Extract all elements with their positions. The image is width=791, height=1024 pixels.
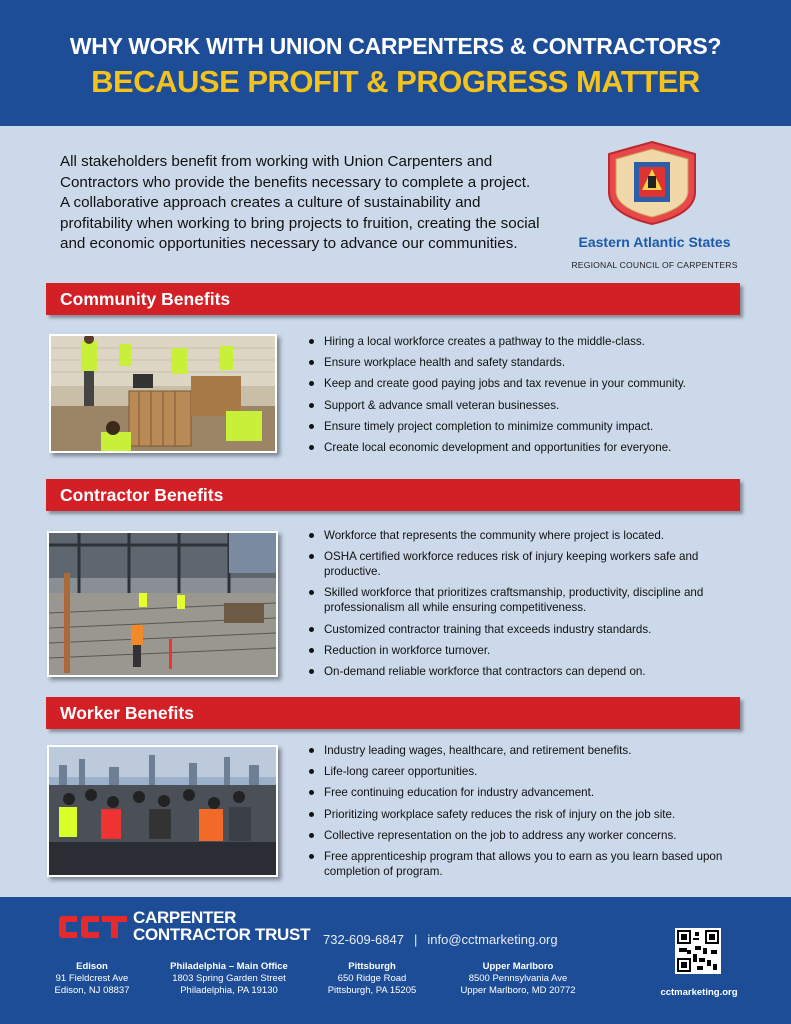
list-item <box>307 440 747 455</box>
list-item-text: Prioritizing workplace safety reduces the risk of injury on the job site. <box>324 807 676 821</box>
list-item <box>307 622 747 637</box>
section-title: Contractor Benefits <box>60 485 224 505</box>
worker-benefits-list <box>307 743 747 885</box>
community-benefits-list <box>307 334 747 461</box>
bullet-icon <box>309 769 314 774</box>
list-item <box>307 785 747 800</box>
page-footer <box>0 897 791 1024</box>
office-address-line-2: Edison, NJ 08837 <box>54 985 130 996</box>
list-item <box>307 807 747 822</box>
list-item-text: Ensure timely project completion to minimize community impact. <box>324 419 654 433</box>
list-item <box>307 849 747 879</box>
bullet-icon <box>309 424 314 429</box>
contact-info <box>323 932 558 947</box>
list-item <box>307 549 747 579</box>
contact-separator: | <box>413 932 418 947</box>
list-item <box>307 419 747 434</box>
logo-line-1: Eastern Atlantic States <box>578 234 731 250</box>
office-address-line-1: 650 Ridge Road <box>337 973 407 984</box>
office-address-line-2: Upper Marlboro, MD 20772 <box>460 985 576 996</box>
intro-paragraph: All stakeholders benefit from working with Union Carpenters and Contractors who provide the benefits necessary to complete a project. A collaborative approach creates a culture of sustainability and profitability when working to bring projects to fruition, creating the social and economic opportunities necessary to advance our communities. <box>60 153 540 252</box>
cct-brand-name <box>133 909 310 943</box>
list-item <box>307 355 747 370</box>
list-item-text: Customized contractor training that exceeds industry standards. <box>324 622 652 636</box>
list-item-text: Industry leading wages, healthcare, and retirement benefits. <box>324 744 632 757</box>
bullet-icon <box>309 381 314 386</box>
page-title: WHY WORK WITH UNION CARPENTERS & CONTRACTORS? <box>69 33 722 59</box>
worker-photo <box>47 745 278 877</box>
office-philadelphia <box>155 961 303 997</box>
bullet-icon <box>309 854 314 859</box>
list-item <box>307 643 747 658</box>
office-name: Philadelphia – Main Office <box>170 961 288 972</box>
bullet-icon <box>309 533 314 538</box>
list-item-text: Reduction in workforce turnover. <box>324 643 491 657</box>
office-address-line-1: 8500 Pennsylvania Ave <box>468 973 568 984</box>
website-link[interactable]: cctmarketing.org <box>660 987 738 998</box>
section-banner-worker <box>46 697 740 729</box>
list-item-text: Ensure workplace health and safety standards. <box>324 356 566 370</box>
logo-line-2: REGIONAL COUNCIL OF CARPENTERS <box>571 260 738 270</box>
list-item-text: Life-long career opportunities. <box>324 765 478 779</box>
office-address-line-1: 1803 Spring Garden Street <box>172 973 286 984</box>
office-name: Pittsburgh <box>348 961 396 972</box>
list-item-text: Keep and create good paying jobs and tax revenue in your community. <box>324 377 686 391</box>
office-address-line-2: Philadelphia, PA 19130 <box>180 985 278 996</box>
contractor-photo <box>47 531 278 677</box>
section-title: Community Benefits <box>60 289 231 309</box>
bullet-icon <box>309 748 314 753</box>
bullet-icon <box>309 627 314 632</box>
office-name: Upper Marlboro <box>482 961 554 972</box>
bullet-icon <box>309 833 314 838</box>
bullet-icon <box>309 554 314 559</box>
bullet-icon <box>309 812 314 817</box>
phone-number[interactable]: 732-609-6847 <box>323 932 404 947</box>
office-pittsburgh <box>318 961 426 997</box>
email-link[interactable]: info@cctmarketing.org <box>427 932 558 947</box>
cct-logo-icon <box>57 912 129 942</box>
list-item-text: OSHA certified workforce reduces risk of injury keeping workers safe and productive. <box>324 550 699 579</box>
community-photo <box>49 334 277 453</box>
bullet-icon <box>309 648 314 653</box>
list-item-text: On-demand reliable workforce that contractors can depend on. <box>324 664 646 678</box>
list-item-text: Create local economic development and opportunities for everyone. <box>324 440 672 454</box>
page-subtitle: BECAUSE PROFIT & PROGRESS MATTER <box>91 64 700 99</box>
list-item <box>307 764 747 779</box>
list-item <box>307 664 747 679</box>
brand-line-1: CARPENTER <box>133 908 237 927</box>
brand-line-2: CONTRACTOR TRUST <box>133 925 311 944</box>
office-address-line-1: 91 Fieldcrest Ave <box>55 973 129 984</box>
list-item <box>307 398 747 413</box>
list-item-text: Collective representation on the job to address any worker concerns. <box>324 828 677 842</box>
office-address-line-2: Pittsburgh, PA 15205 <box>327 985 417 996</box>
contractor-benefits-list <box>307 528 747 685</box>
list-item-text: Free continuing education for industry advancement. <box>324 786 595 800</box>
section-banner-contractor <box>46 479 740 511</box>
union-seal-icon <box>603 140 701 226</box>
bullet-icon <box>309 669 314 674</box>
list-item-text: Support & advance small veteran businesses. <box>324 398 560 412</box>
union-logo <box>562 140 747 275</box>
list-item <box>307 743 747 758</box>
qr-code-icon[interactable] <box>675 928 721 974</box>
list-item <box>307 376 747 391</box>
list-item-text: Workforce that represents the community where project is located. <box>324 529 665 542</box>
list-item-text: Skilled workforce that prioritizes craftsmanship, productivity, discipline and professionalism all while ensuring competitiveness. <box>324 586 704 615</box>
section-banner-community <box>46 283 740 315</box>
list-item-text: Free apprenticeship program that allows you to earn as you learn based upon completion of program. <box>324 849 723 878</box>
list-item-text: Hiring a local workforce creates a pathway to the middle-class. <box>324 335 645 348</box>
bullet-icon <box>309 590 314 595</box>
list-item <box>307 585 747 615</box>
section-title: Worker Benefits <box>60 703 194 723</box>
bullet-icon <box>309 360 314 365</box>
list-item <box>307 828 747 843</box>
office-name: Edison <box>76 961 108 972</box>
bullet-icon <box>309 339 314 344</box>
office-upper-marlboro <box>446 961 590 997</box>
page-header <box>0 0 791 126</box>
list-item <box>307 334 747 349</box>
bullet-icon <box>309 790 314 795</box>
list-item <box>307 528 747 543</box>
bullet-icon <box>309 445 314 450</box>
office-edison <box>42 961 142 997</box>
bullet-icon <box>309 403 314 408</box>
